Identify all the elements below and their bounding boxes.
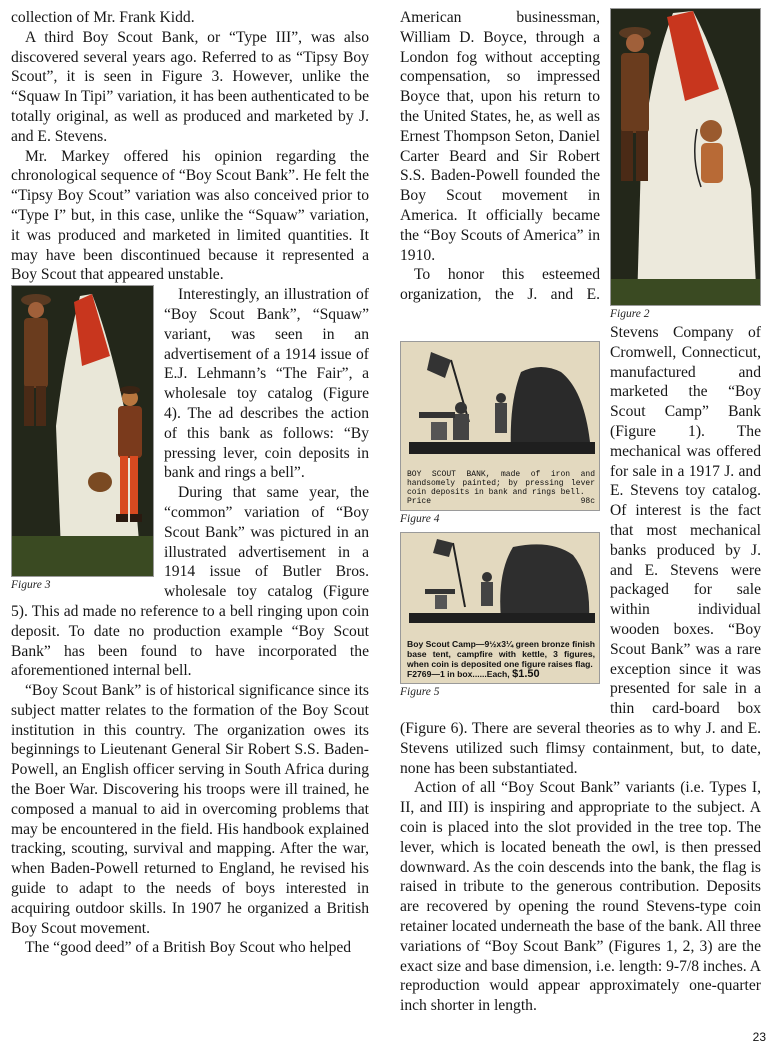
figure-2-photo — [610, 8, 761, 306]
left-column — [11, 8, 369, 958]
figure-2-caption: Figure 2 — [610, 308, 650, 320]
paragraph: Mr. Markey offered his opinion regarding the chronological sequence of “Boy Scout Bank”. He felt the “Tipsy Boy Scout” variation was also conceived prior to “Type I” but, in this case, unlike the “Squaw” variation, it was produced and marketed in limited quantities. It may have been discontinued because it represented a Boy Scout that appeared unstable. — [11, 147, 369, 284]
tipsy-boy-scout-bank-illustration — [12, 286, 153, 576]
figure-5-engraving — [401, 533, 599, 627]
figure-2 — [610, 8, 761, 321]
price-label: Price — [407, 497, 432, 506]
item-line: F2769—1 in box......Each, — [407, 669, 510, 679]
paragraph: collection of Mr. Frank Kidd. — [11, 9, 195, 26]
paragraph: A third Boy Scout Bank, or “Type III”, was also discovered several years ago. Referred to as “Tipsy Boy Scout”, it is seen in Figure 3. However, unlike the “Squaw In Tipi” variation, it has been authenticated to be totally original, as well as produced and marketed by J. and E. Stevens. — [11, 28, 369, 145]
figure-4-caption: Figure 4 — [400, 513, 440, 525]
paragraph: The “good deed” of a British Boy Scout who helped — [25, 939, 352, 957]
figure-3-caption: Figure 3 — [11, 579, 51, 592]
boy-scout-bank-illustration — [611, 9, 760, 305]
figure-4-engraving — [401, 342, 599, 462]
paragraph: “Boy Scout Bank” is of historical significance since its subject matter relates to the formation of the Boy Scout institution in this country. The organization owes its beginnings to Lieutenant General Sir Robert S.S. Baden-Powell, an English officer serving in South Africa during the Boer War. Discovering his troops were ill trained, he composed a manual to aid in overcoming problems that may be encountered in the field. His handbook explained tracking, scouting, survival and mapping. After the war, when Baden-Powell returned to England, he revised his guide to adapt to the needs of boys interested in acquiring outdoor skills. In 1907 he organized a British Boy Scout movement. — [11, 682, 369, 937]
paragraph: Action of all “Boy Scout Bank” variants (i.e. Types I, II, and III) is inspiring and appropriate to the subject. A coin is placed into the slot provided in the tree top. The lever, which is located beneath the owl, is then pressed downward. As the coin descends into the bank, the flag is raised in tribute to the generous contribution. Deposits are recovered by opening the round Stevens-type coin retainer located underneath the base of the bank. All three variations of “Boy Scout Bank” (Figures 1, 2, 3) are the exact size and base dimension, i.e. length: 9-7/8 inches. A reproduction would appear approximately one-quarter inch shorter in length. — [400, 779, 761, 1015]
right-column — [400, 8, 761, 1016]
figures-4-5 — [400, 341, 600, 699]
figure-5-ad-text — [407, 639, 595, 679]
figure-5-clipping — [400, 532, 600, 684]
price-value: $1.50 — [512, 668, 540, 680]
ad-description: BOY SCOUT BANK, made of iron and handsomely painted; by pressing lever coin deposits in bank and rings bell. — [407, 470, 595, 497]
figure-5-caption: Figure 5 — [400, 686, 440, 698]
page-number: 23 — [752, 1030, 766, 1044]
ad-description: Boy Scout Camp—9½x3¼ green bronze finish base tent, campfire with kettle, 3 figures, when coin is deposited one figure raises flag. — [407, 639, 595, 669]
figure-4-ad-text — [407, 470, 595, 506]
price-value: 98c — [580, 497, 595, 506]
figure-3 — [11, 285, 154, 592]
ad-price-line — [407, 497, 595, 506]
figure-4-clipping — [400, 341, 600, 511]
figure-3-photo — [11, 285, 154, 577]
paragraph: American businessman, William D. Boyce, through a London fog without accepting compensation, so impressed Boyce that, upon his return to the United States, he, as well as Ernest Thompson Seton, Daniel Carter Beard and Sir Robert S.S. Baden-Powell founded the Boy Scout movement in America. It officially became the “Boy Scouts of America” in 1910. — [400, 9, 600, 264]
paragraph: During that same year, the “common” variation of “Boy Scout Bank” was pictured in an illustrated advertisement in a 1914 issue of Butler Bros. wholesale toy catalog (Figure 5). This ad made no reference to a bell ringing upon coin deposit. To date no production example “Boy Scout Bank” has been found to have incorporated the aforementioned internal bell. — [11, 484, 369, 680]
paragraph: Interestingly, an illustration of “Boy Scout Bank”, “Squaw” variant, was seen in an advertisement of a 1914 issue of E.J. Lehmann’s “The Fair”, a wholesale toy catalog (Figure 4). The ad describes the action of this bank as follows: “By pressing lever, coin deposits in bank and rings a bell”. — [164, 286, 369, 482]
ad-price-line — [407, 669, 595, 679]
paragraph: To honor this esteemed organization, the J. and E. Stevens Company of Cromwell, Connecticut, manufactured and marketed the “Boy Scout Camp” Bank (Figure 1). The mechanical was offered for sale in a 1917 J. and E. Stevens toy catalog. Of interest is the fact that most mechanical banks produced by J. and E. Stevens were packaged for sale within individual wooden boxes. “Boy Scout Bank” was a rare exception since it was presented for sale in a thin card-board box (Figure 6). There are several theories as to why J. and E. Stevens utilized such flimsy containment, but, to date, none has been substantiated. — [400, 266, 761, 777]
